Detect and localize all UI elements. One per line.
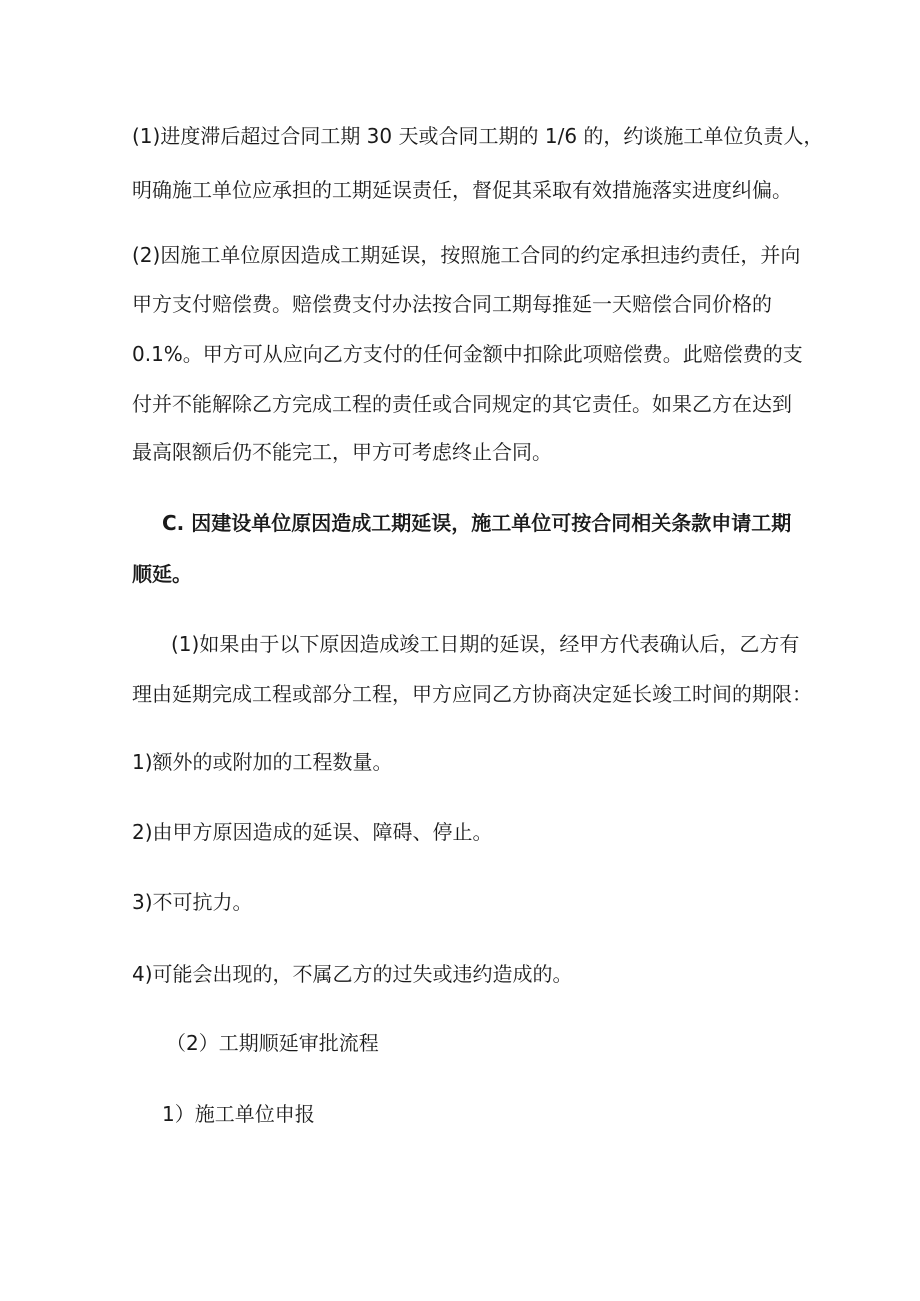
- list-item: 4)可能会出现的，不属乙方的过失或违约造成的。: [132, 962, 573, 986]
- paragraph-2-line-2: 甲方支付赔偿费。赔偿费支付办法按合同工期每推延一天赔偿合同价格的: [132, 292, 772, 316]
- sub-heading: （2）工期顺延审批流程: [166, 1031, 379, 1055]
- list-item: 1)额外的或附加的工程数量。: [132, 750, 393, 774]
- sub-item: 1）施工单位申报: [162, 1102, 315, 1126]
- paragraph-2-line-4: 付并不能解除乙方完成工程的责任或合同规定的其它责任。如果乙方在达到: [132, 392, 792, 416]
- paragraph-2-line-3: 0.1%。甲方可从应向乙方支付的任何金额中扣除此项赔偿费。此赔偿费的支: [132, 342, 803, 366]
- paragraph-1-line-1: (1)进度滞后超过合同工期 30 天或合同工期的 1/6 的，约谈施工单位负责人，: [132, 124, 824, 148]
- paragraph-2-line-5: 最高限额后仍不能完工，甲方可考虑终止合同。: [132, 440, 552, 464]
- list-item: 3)不可抗力。: [132, 890, 253, 914]
- list-item: 2)由甲方原因造成的延误、障碍、停止。: [132, 820, 493, 844]
- paragraph-3-line-2: 理由延期完成工程或部分工程，甲方应同乙方协商决定延长竣工时间的期限：: [132, 682, 812, 706]
- paragraph-3-line-1: (1)如果由于以下原因造成竣工日期的延误，经甲方代表确认后，乙方有: [171, 632, 800, 656]
- heading-c-line-1: C. 因建设单位原因造成工期延误，施工单位可按合同相关条款申请工期: [162, 511, 792, 535]
- paragraph-2-line-1: (2)因施工单位原因造成工期延误，按照施工合同的约定承担违约责任，并向: [132, 243, 801, 267]
- paragraph-1-line-2: 明确施工单位应承担的工期延误责任，督促其采取有效措施落实进度纠偏。: [132, 178, 792, 202]
- heading-c-line-2: 顺延。: [132, 562, 192, 586]
